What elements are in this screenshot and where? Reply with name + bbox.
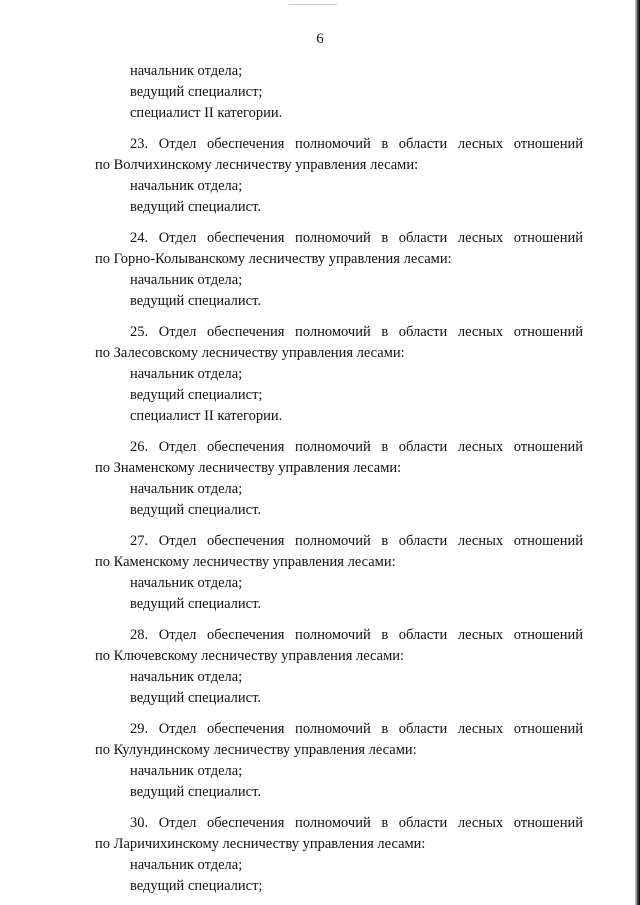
department-section xyxy=(95,532,583,613)
section-heading xyxy=(95,814,583,832)
section-heading-line: 30. Отдел обеспечения полномочий в области лесных отношений xyxy=(130,815,583,831)
list-item: ведущий специалист. xyxy=(130,502,261,518)
list-item: специалист II категории. xyxy=(130,105,283,121)
list-item: ведущий специалист. xyxy=(130,293,261,309)
section-heading-line: 27. Отдел обеспечения полномочий в области лесных отношений xyxy=(130,533,583,549)
section-heading-continuation: по Горно-Колыванскому лесничеству управления лесами: xyxy=(95,251,452,267)
section-heading xyxy=(95,438,583,456)
section-heading-continuation: по Знаменскому лесничеству управления лесами: xyxy=(95,460,402,476)
section-heading-line: 28. Отдел обеспечения полномочий в области лесных отношений xyxy=(130,627,583,643)
section-heading xyxy=(95,229,583,247)
department-section xyxy=(95,626,583,707)
section-heading-line: 25. Отдел обеспечения полномочий в области лесных отношений xyxy=(130,324,583,340)
section-heading-line: 26. Отдел обеспечения полномочий в области лесных отношений xyxy=(130,439,583,455)
list-item: начальник отдела; xyxy=(130,575,243,591)
section-heading-continuation: по Залесовскому лесничеству управления лесами: xyxy=(95,345,405,361)
list-item: ведущий специалист. xyxy=(130,690,261,706)
department-section xyxy=(95,438,583,519)
list-item: начальник отдела; xyxy=(130,366,243,382)
section-heading-continuation: по Ключевскому лесничеству управления лесами: xyxy=(95,648,405,664)
department-section xyxy=(95,814,583,895)
list-item: ведущий специалист; xyxy=(130,84,263,100)
section-heading xyxy=(95,135,583,153)
list-item: ведущий специалист. xyxy=(130,784,261,800)
section-heading-continuation: по Каменскому лесничеству управления лесами: xyxy=(95,554,396,570)
section-heading-line: 23. Отдел обеспечения полномочий в области лесных отношений xyxy=(130,136,583,152)
page-number: 6 xyxy=(316,31,324,47)
section-heading xyxy=(95,532,583,550)
sections-container xyxy=(95,135,583,895)
department-section xyxy=(95,229,583,310)
intro-list xyxy=(95,62,583,122)
list-item: ведущий специалист; xyxy=(130,878,263,894)
section-heading xyxy=(95,323,583,341)
list-item: начальник отдела; xyxy=(130,481,243,497)
section-heading-continuation: по Волчихинскому лесничеству управления лесами: xyxy=(95,157,419,173)
list-item: ведущий специалист; xyxy=(130,387,263,403)
list-item: ведущий специалист. xyxy=(130,199,261,215)
department-section xyxy=(95,323,583,425)
scan-edge-shadow xyxy=(635,0,640,905)
section-heading-continuation: по Ларичихинскому лесничеству управления лесами: xyxy=(95,836,426,852)
section-heading xyxy=(95,720,583,738)
section-heading-line: 24. Отдел обеспечения полномочий в области лесных отношений xyxy=(130,230,583,246)
section-heading-line: 29. Отдел обеспечения полномочий в области лесных отношений xyxy=(130,721,583,737)
list-item: начальник отдела; xyxy=(130,857,243,873)
department-section xyxy=(95,135,583,216)
list-item: ведущий специалист. xyxy=(130,596,261,612)
list-item: начальник отдела; xyxy=(130,178,243,194)
list-item: начальник отдела; xyxy=(130,763,243,779)
list-item: начальник отдела; xyxy=(130,63,243,79)
department-section xyxy=(95,720,583,801)
document-body xyxy=(95,62,583,898)
section-heading-continuation: по Кулундинскому лесничеству управления лесами: xyxy=(95,742,417,758)
list-item: начальник отдела; xyxy=(130,272,243,288)
list-item: специалист II категории. xyxy=(130,408,283,424)
section-heading xyxy=(95,626,583,644)
scan-artifact-top xyxy=(289,4,337,5)
list-item: начальник отдела; xyxy=(130,669,243,685)
